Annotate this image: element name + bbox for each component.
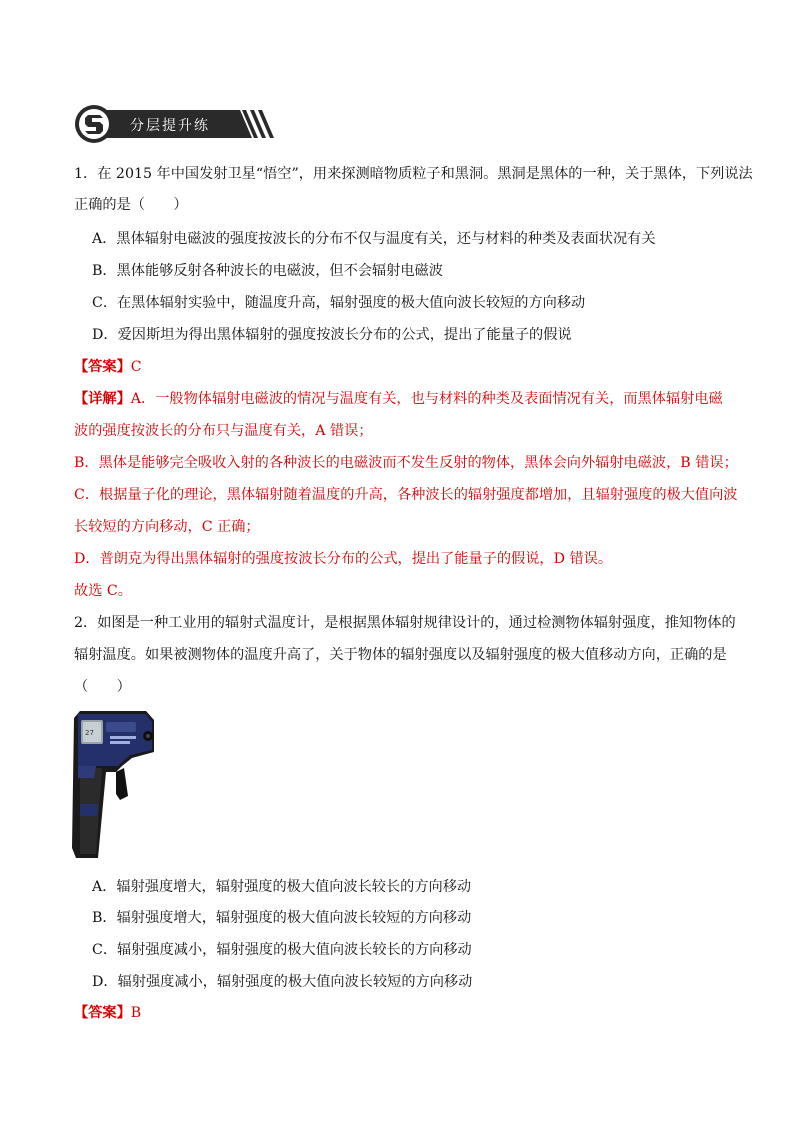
q2-answer: [74, 1004, 141, 1022]
detail-label: 【详解】: [74, 391, 131, 407]
q2-option-b: B．辐射强度增大，辐射强度的极大值向波长较短的方向移动: [92, 910, 472, 926]
q2-stem-line2: 辐射温度。如果被测物体的温度升高了，关于物体的辐射强度以及辐射强度的极大值移动方向，正确的是: [74, 647, 727, 663]
svg-text:27: 27: [85, 729, 94, 737]
q1-detail-line6: D．普朗克为得出黑体辐射的强度按波长分布的公式，提出了能量子的假说，D 错误。: [74, 551, 613, 567]
q2-stem-line1: 2．如图是一种工业用的辐射式温度计，是根据黑体辐射规律设计的，通过检测物体辐射强度，推知物体的: [74, 615, 736, 631]
q1-option-d: D．爱因斯坦为得出黑体辐射的强度按波长分布的公式，提出了能量子的假说: [92, 327, 572, 343]
q1-detail-line2: 波的强度按波长的分布只与温度有关，A 错误；: [74, 423, 373, 439]
q1-stem-line1: 1．在 2015 年中国发射卫星“悟空”，用来探测暗物质粒子和黑洞。黑洞是黑体的一种，关于黑体，下列说法: [74, 166, 753, 182]
q2-stem-line3: （ ）: [74, 679, 131, 695]
answer-label: 【答案】: [74, 359, 131, 375]
q1-option-c: C．在黑体辐射实验中，随温度升高，辐射强度的极大值向波长较短的方向移动: [92, 295, 586, 311]
q1-stem-line2: 正确的是（ ）: [74, 197, 188, 213]
section-title: 分层提升练: [130, 118, 210, 134]
q1-detail-line5: 长较短的方向移动，C 正确；: [74, 519, 260, 535]
answer-label: 【答案】: [74, 1005, 131, 1021]
q1-conclusion: 故选 C。: [74, 583, 132, 599]
q1-answer: [74, 358, 142, 376]
answer-value: B: [130, 1005, 142, 1021]
q2-option-d: D．辐射强度减小，辐射强度的极大值向波长较短的方向移动: [92, 974, 473, 990]
q1-option-b: B．黑体能够反射各种波长的电磁波，但不会辐射电磁波: [92, 263, 443, 279]
q2-option-c: C．辐射强度减小，辐射强度的极大值向波长较长的方向移动: [92, 942, 472, 958]
q1-detail-line3: B．黑体是能够完全吸收入射的各种波长的电磁波而不发生反射的物体，黑体会向外辐射电磁波，B 错误；: [74, 455, 738, 471]
q2-option-a: A．辐射强度增大，辐射强度的极大值向波长较长的方向移动: [92, 879, 472, 895]
infrared-thermometer-icon: [72, 708, 162, 858]
q1-option-a: A．黑体辐射电磁波的强度按波长的分布不仅与温度有关，还与材料的种类及表面状况有关: [92, 231, 656, 247]
q1-detail-line1: [74, 390, 723, 408]
section-banner: [74, 104, 274, 144]
answer-value: C: [130, 359, 142, 375]
q1-detail-line4: C．根据量子化的理论，黑体辐射随着温度的升高，各种波长的辐射强度都增加，且辐射强度的极大值向波: [74, 487, 738, 503]
detail-text: A．一般物体辐射电磁波的情况与温度有关，也与材料的种类及表面情况有关，而黑体辐射电磁: [130, 391, 723, 407]
